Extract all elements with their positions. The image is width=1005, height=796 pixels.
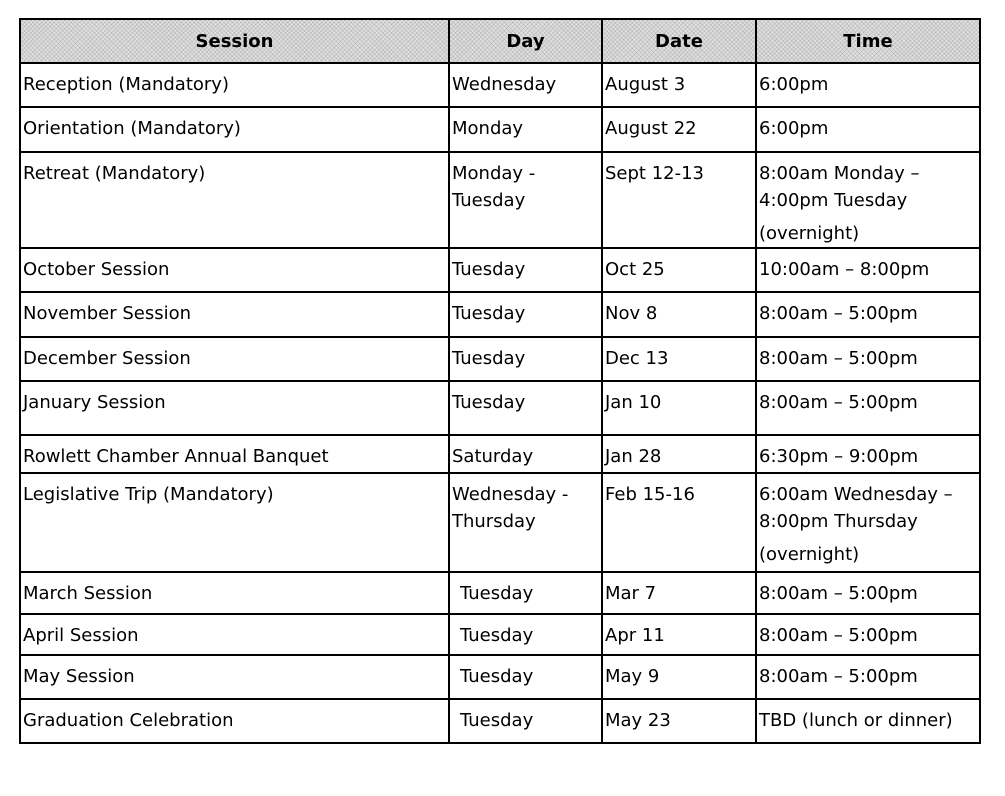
time-cell <box>756 292 980 337</box>
header-row <box>20 19 980 63</box>
day-line: Tuesday <box>460 666 534 687</box>
time-line: 10:00am – 8:00pm <box>759 259 930 280</box>
time-line: 8:00am – 5:00pm <box>759 583 918 604</box>
day-cell <box>449 381 602 435</box>
day-line: Tuesday <box>452 190 526 211</box>
header-day: Day <box>449 19 602 63</box>
day-line: Saturday <box>452 446 534 467</box>
day-line: Monday <box>452 118 524 139</box>
day-line: Wednesday - <box>452 484 569 505</box>
session-cell: December Session <box>20 337 449 381</box>
time-cell <box>756 63 980 107</box>
time-cell <box>756 614 980 655</box>
time-line: (overnight) <box>759 223 860 244</box>
time-line: (overnight) <box>759 544 860 565</box>
time-cell <box>756 248 980 292</box>
day-line: Wednesday <box>452 74 557 95</box>
schedule-table <box>19 18 981 744</box>
time-cell <box>756 107 980 152</box>
table-row <box>20 655 980 699</box>
date-cell: Nov 8 <box>602 292 756 337</box>
table-row <box>20 63 980 107</box>
session-cell: March Session <box>20 572 449 614</box>
day-cell <box>449 473 602 572</box>
table-row <box>20 699 980 743</box>
date-cell: May 9 <box>602 655 756 699</box>
day-line: Tuesday <box>460 710 534 731</box>
date-cell: August 3 <box>602 63 756 107</box>
time-cell <box>756 572 980 614</box>
table-row <box>20 614 980 655</box>
header-date: Date <box>602 19 756 63</box>
time-line: 8:00am – 5:00pm <box>759 303 918 324</box>
day-cell <box>449 435 602 473</box>
time-cell <box>756 337 980 381</box>
session-cell: October Session <box>20 248 449 292</box>
session-cell: May Session <box>20 655 449 699</box>
session-cell: Reception (Mandatory) <box>20 63 449 107</box>
day-line: Tuesday <box>460 625 534 646</box>
table-row <box>20 381 980 435</box>
date-cell: May 23 <box>602 699 756 743</box>
time-cell <box>756 152 980 248</box>
table-row <box>20 248 980 292</box>
day-line: Monday - <box>452 163 536 184</box>
session-cell: Retreat (Mandatory) <box>20 152 449 248</box>
time-line: 8:00pm Thursday <box>759 511 918 532</box>
time-line: 8:00am – 5:00pm <box>759 625 918 646</box>
day-line: Thursday <box>452 511 536 532</box>
date-cell: Sept 12-13 <box>602 152 756 248</box>
day-cell <box>449 152 602 248</box>
date-cell: Oct 25 <box>602 248 756 292</box>
day-cell <box>449 572 602 614</box>
time-line: 6:30pm – 9:00pm <box>759 446 919 467</box>
time-cell <box>756 699 980 743</box>
time-cell <box>756 473 980 572</box>
time-line: TBD (lunch or dinner) <box>759 710 953 731</box>
day-line: Tuesday <box>452 259 526 280</box>
time-line: 6:00pm <box>759 74 829 95</box>
session-cell: Orientation (Mandatory) <box>20 107 449 152</box>
time-line: 4:00pm Tuesday <box>759 190 908 211</box>
table-row <box>20 292 980 337</box>
date-cell: Jan 10 <box>602 381 756 435</box>
day-line: Tuesday <box>460 583 534 604</box>
header-time: Time <box>756 19 980 63</box>
time-line: 6:00pm <box>759 118 829 139</box>
date-cell: Dec 13 <box>602 337 756 381</box>
day-cell <box>449 337 602 381</box>
time-cell <box>756 655 980 699</box>
time-line: 6:00am Wednesday – <box>759 484 953 505</box>
table-row <box>20 152 980 248</box>
session-cell: January Session <box>20 381 449 435</box>
session-cell: Legislative Trip (Mandatory) <box>20 473 449 572</box>
date-cell: Feb 15-16 <box>602 473 756 572</box>
time-line: 8:00am – 5:00pm <box>759 392 918 413</box>
time-line: 8:00am Monday – <box>759 163 920 184</box>
time-line: 8:00am – 5:00pm <box>759 666 918 687</box>
time-line: 8:00am – 5:00pm <box>759 348 918 369</box>
day-cell <box>449 614 602 655</box>
day-line: Tuesday <box>452 348 526 369</box>
time-cell <box>756 435 980 473</box>
header-session: Session <box>20 19 449 63</box>
session-cell: November Session <box>20 292 449 337</box>
day-line: Tuesday <box>452 303 526 324</box>
day-line: Tuesday <box>452 392 526 413</box>
session-cell: Graduation Celebration <box>20 699 449 743</box>
table-row <box>20 337 980 381</box>
date-cell: Apr 11 <box>602 614 756 655</box>
session-cell: Rowlett Chamber Annual Banquet <box>20 435 449 473</box>
day-cell <box>449 292 602 337</box>
table-row <box>20 572 980 614</box>
date-cell: Mar 7 <box>602 572 756 614</box>
day-cell <box>449 63 602 107</box>
table-row <box>20 473 980 572</box>
table-row <box>20 435 980 473</box>
time-cell <box>756 381 980 435</box>
table-row <box>20 107 980 152</box>
session-cell: April Session <box>20 614 449 655</box>
day-cell <box>449 655 602 699</box>
date-cell: August 22 <box>602 107 756 152</box>
day-cell <box>449 699 602 743</box>
date-cell: Jan 28 <box>602 435 756 473</box>
day-cell <box>449 107 602 152</box>
day-cell <box>449 248 602 292</box>
